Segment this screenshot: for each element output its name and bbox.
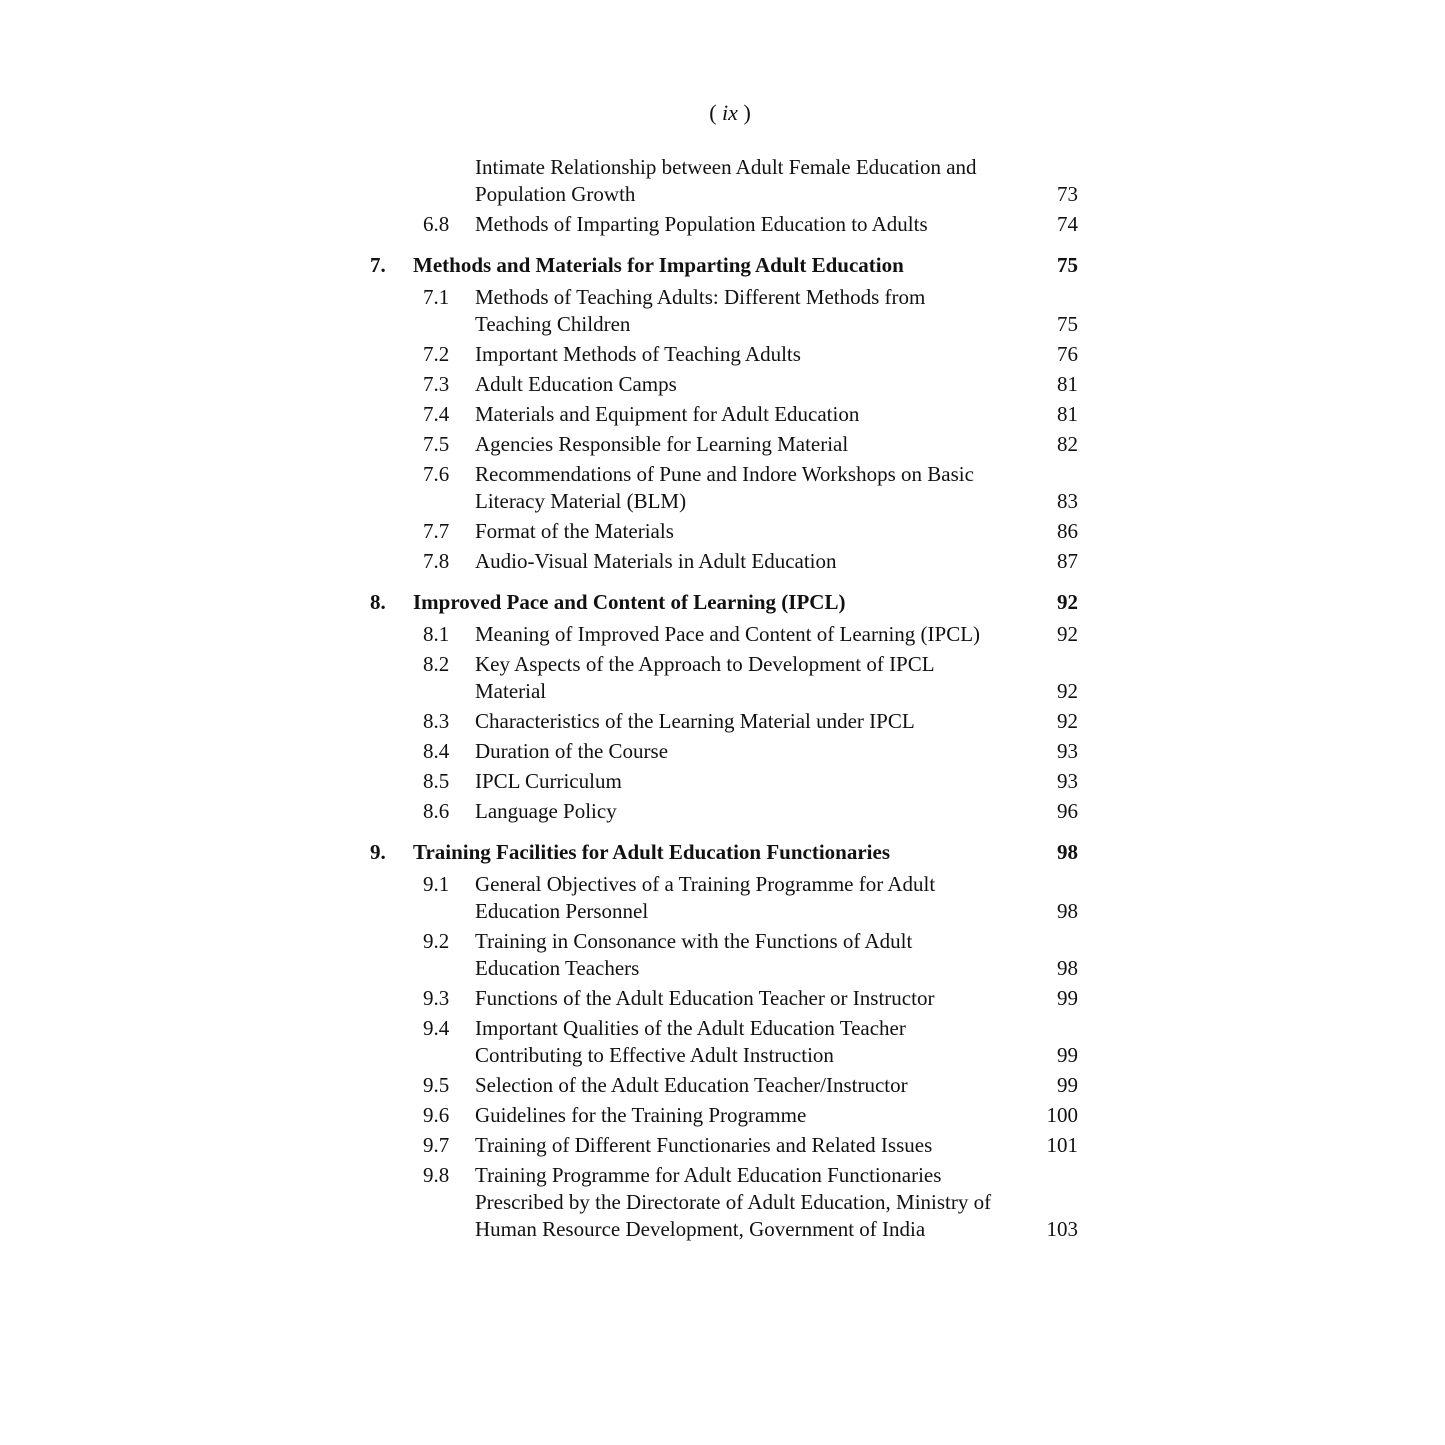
toc-entry-9-8: [368, 1162, 1078, 1243]
toc-entry-title: Intimate Relationship between Adult Female Education and Population Growth: [475, 155, 977, 206]
toc-entry-number: 7.8: [423, 549, 450, 573]
toc-entry-page: 87: [1057, 549, 1078, 573]
toc-entry-7-6: [368, 461, 1078, 515]
toc-entry-title: Training of Different Functionaries and Related Issues: [475, 1133, 933, 1157]
toc-entry-number: 7.4: [423, 402, 450, 426]
toc-entry-title: Recommendations of Pune and Indore Workshops on Basic Literacy Material (BLM): [475, 462, 974, 513]
toc-entry-title: Adult Education Camps: [475, 372, 677, 396]
toc-entry-page: 93: [1057, 739, 1078, 763]
toc-entry-number: 7.7: [423, 519, 450, 543]
toc-entry-number: 9.5: [423, 1073, 450, 1097]
toc-entry-title: Meaning of Improved Pace and Content of Learning (IPCL): [475, 622, 981, 646]
toc-entry-title: Important Methods of Teaching Adults: [475, 342, 801, 366]
toc-entry-title: Training Programme for Adult Education Functionaries Prescribed by the Directorate of Adult Education, Ministry of Human Resource Development, Government of India: [475, 1163, 992, 1241]
chapter-number: 7.: [370, 253, 386, 277]
toc-entry-page: 99: [1057, 1043, 1078, 1067]
toc-chapter-9: [368, 839, 1078, 866]
toc-entry-number: 9.1: [423, 872, 450, 896]
toc-entry-page: 81: [1057, 402, 1078, 426]
toc-entry-7-2: [368, 341, 1078, 368]
toc-entry-page: 99: [1057, 986, 1078, 1010]
chapter-title: Training Facilities for Adult Education Functionaries: [413, 840, 891, 864]
toc-entry-9-3: [368, 985, 1078, 1012]
toc-entry-page: 75: [1057, 312, 1078, 336]
toc-chapter-7: [368, 252, 1078, 279]
toc-entry-number: 9.8: [423, 1163, 450, 1187]
chapter-page: 92: [1057, 590, 1078, 614]
toc-entry-title: General Objectives of a Training Programme for Adult Education Personnel: [475, 872, 936, 923]
toc-chapter-8: [368, 589, 1078, 616]
toc-entry-title: Important Qualities of the Adult Education Teacher Contributing to Effective Adult Instruction: [475, 1016, 906, 1067]
toc-entry-9-2: [368, 928, 1078, 982]
toc-entry-6-8: [368, 211, 1078, 238]
toc-entry-7-5: [368, 431, 1078, 458]
toc-entry-7-7: [368, 518, 1078, 545]
toc-entry-number: 8.1: [423, 622, 450, 646]
toc-entry-title: Language Policy: [475, 799, 617, 823]
toc-entry-page: 92: [1057, 622, 1078, 646]
toc-entry-title: Audio-Visual Materials in Adult Education: [475, 549, 837, 573]
toc-entry-number: 8.3: [423, 709, 450, 733]
toc-entry-title: Characteristics of the Learning Material under IPCL: [475, 709, 915, 733]
toc-entry-9-7: [368, 1132, 1078, 1159]
chapter-page: 75: [1057, 253, 1078, 277]
toc-entry-number: 9.3: [423, 986, 450, 1010]
toc-entry-number: 8.6: [423, 799, 450, 823]
toc-entry-title: Duration of the Course: [475, 739, 669, 763]
toc-entry-number: 9.6: [423, 1103, 450, 1127]
chapter-title: Methods and Materials for Imparting Adult Education: [413, 253, 904, 277]
toc-entry-continued: [368, 154, 1078, 208]
toc-entry-page: 96: [1057, 799, 1078, 823]
toc-entry-8-6: [368, 798, 1078, 825]
toc-entry-9-5: [368, 1072, 1078, 1099]
toc-entry-page: 98: [1057, 956, 1078, 980]
toc-entry-page: 92: [1057, 709, 1078, 733]
toc-entry-number: 9.7: [423, 1133, 450, 1157]
chapter-title: Improved Pace and Content of Learning (IPCL): [413, 590, 846, 614]
toc-entry-number: 7.5: [423, 432, 450, 456]
toc-entry-title: Functions of the Adult Education Teacher or Instructor: [475, 986, 935, 1010]
toc-entry-title: Key Aspects of the Approach to Development of IPCL Material: [475, 652, 934, 703]
toc-entry-title: Materials and Equipment for Adult Education: [475, 402, 860, 426]
toc-entry-9-4: [368, 1015, 1078, 1069]
toc-entry-number: 8.5: [423, 769, 450, 793]
page-number: ( ix ): [709, 100, 751, 125]
toc-entry-number: 7.3: [423, 372, 450, 396]
toc-entry-7-8: [368, 548, 1078, 575]
toc-entry-7-4: [368, 401, 1078, 428]
toc-entry-page: 76: [1057, 342, 1078, 366]
toc-entry-page: 83: [1057, 489, 1078, 513]
toc-entry-7-1: [368, 284, 1078, 338]
toc-entry-8-1: [368, 621, 1078, 648]
toc-entry-page: 101: [1046, 1133, 1078, 1157]
toc-entry-7-3: [368, 371, 1078, 398]
toc-entry-title: IPCL Curriculum: [475, 769, 622, 793]
toc-entry-8-4: [368, 738, 1078, 765]
toc-entry-page: 74: [1057, 212, 1078, 236]
toc-entry-title: Guidelines for the Training Programme: [475, 1103, 807, 1127]
toc-entry-page: 82: [1057, 432, 1078, 456]
toc-entry-number: 7.2: [423, 342, 450, 366]
toc-entry-page: 99: [1057, 1073, 1078, 1097]
toc-entry-title: Format of the Materials: [475, 519, 674, 543]
toc-entry-title: Methods of Teaching Adults: Different Methods from Teaching Children: [475, 285, 926, 336]
toc-entry-title: Agencies Responsible for Learning Material: [475, 432, 849, 456]
toc-entry-number: 7.1: [423, 285, 450, 309]
toc-entry-title: Training in Consonance with the Functions of Adult Education Teachers: [475, 929, 913, 980]
toc-entry-number: 7.6: [423, 462, 450, 486]
toc-entry-8-5: [368, 768, 1078, 795]
toc-entry-page: 73: [1057, 182, 1078, 206]
chapter-number: 9.: [370, 840, 386, 864]
toc-entry-page: 98: [1057, 899, 1078, 923]
toc-entry-9-6: [368, 1102, 1078, 1129]
toc-entry-title: Methods of Imparting Population Education to Adults: [475, 212, 928, 236]
toc-entry-page: 93: [1057, 769, 1078, 793]
toc-entry-9-1: [368, 871, 1078, 925]
toc-entry-title: Selection of the Adult Education Teacher/Instructor: [475, 1073, 908, 1097]
toc-entry-page: 103: [1046, 1217, 1078, 1241]
page-number-roman: ix: [722, 100, 738, 125]
toc-entry-page: 92: [1057, 679, 1078, 703]
toc-entry-8-2: [368, 651, 1078, 705]
toc-entry-page: 100: [1046, 1103, 1078, 1127]
toc-entry-number: 6.8: [423, 212, 450, 236]
toc-entry-number: 8.4: [423, 739, 450, 763]
chapter-page: 98: [1057, 840, 1078, 864]
toc-entry-8-3: [368, 708, 1078, 735]
chapter-number: 8.: [370, 590, 386, 614]
toc-entry-number: 9.4: [423, 1016, 450, 1040]
toc-entry-number: 8.2: [423, 652, 450, 676]
toc-entry-number: 9.2: [423, 929, 450, 953]
toc-entry-page: 86: [1057, 519, 1078, 543]
toc-entry-page: 81: [1057, 372, 1078, 396]
table-of-contents: [368, 154, 1078, 1243]
